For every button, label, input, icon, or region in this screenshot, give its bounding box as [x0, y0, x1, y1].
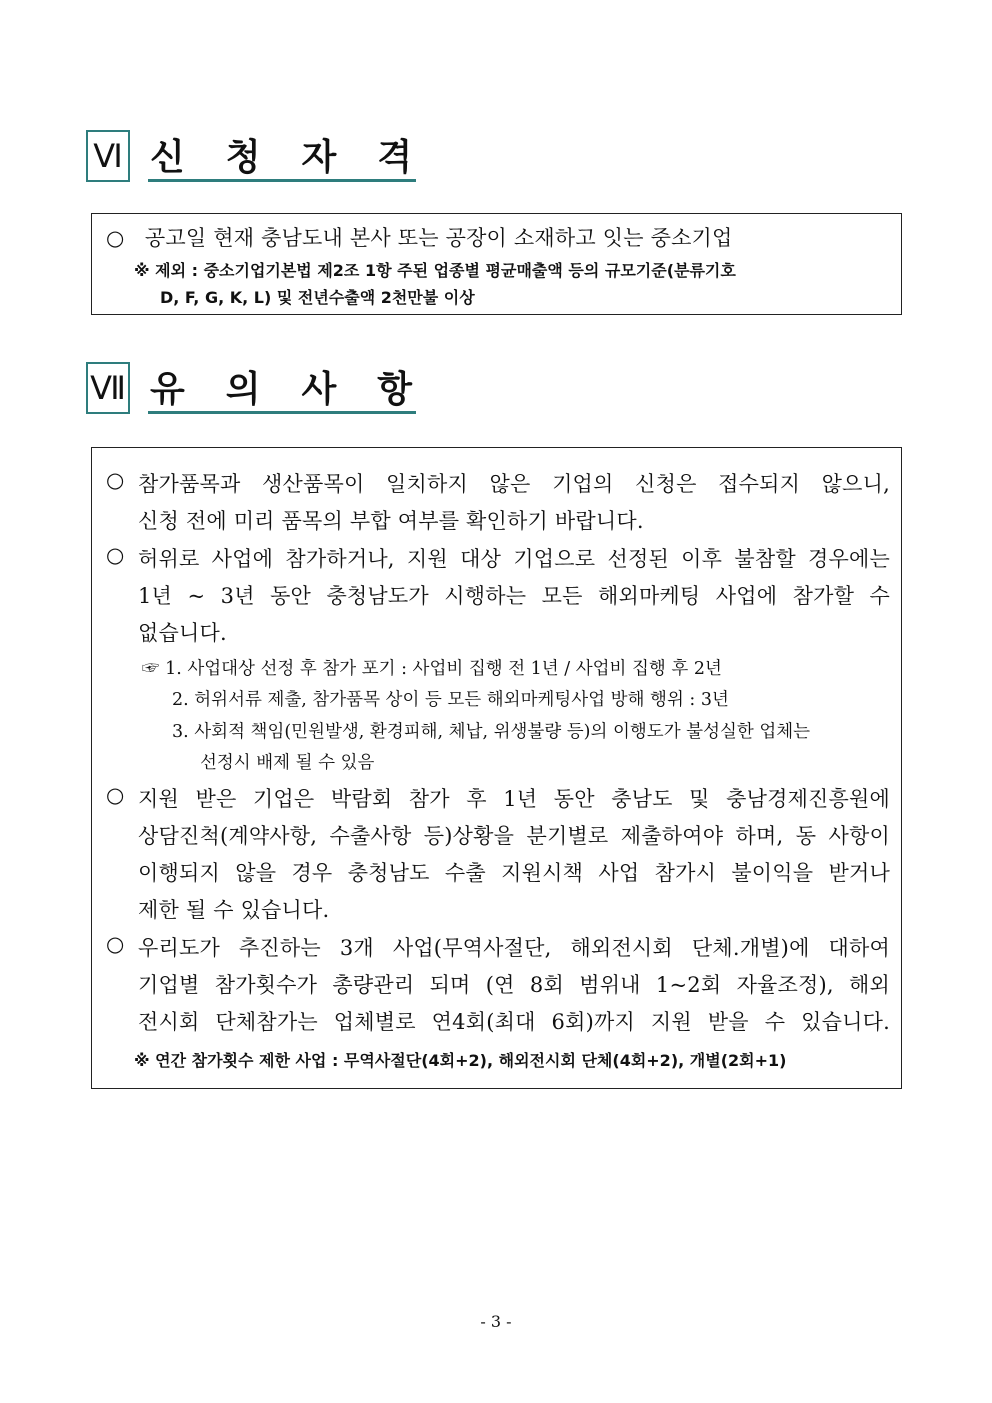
- exclusion-note: ※ 제외 : 중소기업기본법 제2조 1항 주된 업종별 평균매출액 등의 규모기준(분류기호: [134, 261, 736, 280]
- bullet-circle: ○: [106, 468, 125, 492]
- penalty-item: 2. 허위서류 제출, 참가품목 상이 등 모든 해외마케팅사업 방해 행위 : 3년: [172, 690, 729, 710]
- section-6-title-char: 자: [301, 137, 337, 178]
- penalty-item: ☞ 1. 사업대상 선정 후 참가 포기 : 사업비 집행 전 1년 / 사업비 집행 후 2년: [142, 659, 722, 679]
- section-6-title-char: 청: [225, 137, 261, 178]
- eligibility-text: 공고일 현재 충남도내 본사 또는 공장이 소재하고 잇는 중소기업: [144, 226, 733, 250]
- notice-item: [106, 543, 126, 567]
- notice-item: [106, 468, 126, 492]
- section-6-numeral: Ⅵ: [86, 130, 130, 182]
- bullet-circle: ○: [106, 932, 125, 956]
- page-number: - 3 -: [480, 1312, 512, 1331]
- notice-text: 전시회 단체참가는 업체별로 연4회(최대 6회)까지 지원 받을 수 있습니다.: [138, 1010, 890, 1034]
- section-7-numeral: Ⅶ: [86, 362, 130, 414]
- penalty-item-cont: 선정시 배제 될 수 있음: [200, 753, 375, 773]
- penalty-item: 3. 사회적 책임(민원발생, 환경피해, 체납, 위생불량 등)의 이행도가 불성실한 업체는: [172, 722, 811, 742]
- notice-text: 이행되지 않을 경우 충청남도 수출 지원시책 사업 참가시 불이익을 받거나: [138, 861, 890, 885]
- notice-box: [91, 447, 902, 1089]
- notice-text: 1년 ~ 3년 동안 충청남도가 시행하는 모든 해외마케팅 사업에 참가할 수: [138, 584, 890, 608]
- bullet-circle: ○: [106, 783, 125, 807]
- section-6-title-char: 격: [377, 137, 412, 178]
- notice-text: 지원 받은 기업은 박람회 참가 후 1년 동안 충남도 및 충남경제진흥원에: [138, 787, 890, 811]
- section-7-title-char: 의: [225, 369, 261, 410]
- section-7-title: [148, 362, 416, 414]
- notice-text: 제한 될 수 있습니다.: [138, 898, 330, 922]
- participation-limit-note: ※ 연간 참가횟수 제한 사업 : 무역사절단(4회+2), 해외전시회 단체(4회+2), 개별(2회+1): [134, 1051, 787, 1070]
- section-7-title-char: 항: [377, 369, 412, 410]
- notice-text: 없습니다.: [138, 621, 227, 645]
- notice-text: 우리도가 추진하는 3개 사업(무역사절단, 해외전시회 단체.개별)에 대하여: [138, 936, 890, 960]
- notice-text: 상담진척(계약사항, 수출사항 등)상황을 분기별로 제출하여야 하며, 동 사항이: [138, 824, 890, 848]
- bullet-circle: ○: [106, 543, 125, 567]
- notice-item: [106, 932, 126, 956]
- eligibility-line: [106, 222, 733, 252]
- notice-item: [106, 783, 126, 807]
- notice-text: 기업별 참가횟수가 총량관리 되며 (연 8회 범위내 1~2회 자율조정), 해외: [138, 973, 890, 997]
- notice-text: 신청 전에 미리 품목의 부합 여부를 확인하기 바랍니다.: [138, 509, 644, 533]
- section-7-title-char: 사: [301, 369, 337, 410]
- exclusion-note-cont: D, F, G, K, L) 및 전년수출액 2천만불 이상: [160, 288, 475, 307]
- eligibility-box: [91, 213, 902, 315]
- section-6-title-char: 신: [150, 137, 185, 178]
- notice-text: 참가품목과 생산품목이 일치하지 않은 기업의 신청은 접수되지 않으니,: [138, 472, 890, 496]
- section-7-title-char: 유: [150, 369, 185, 410]
- notice-text: 허위로 사업에 참가하거나, 지원 대상 기업으로 선정된 이후 불참할 경우에는: [138, 547, 890, 571]
- section-6-title: [148, 130, 416, 182]
- bullet-circle: ○: [106, 226, 125, 250]
